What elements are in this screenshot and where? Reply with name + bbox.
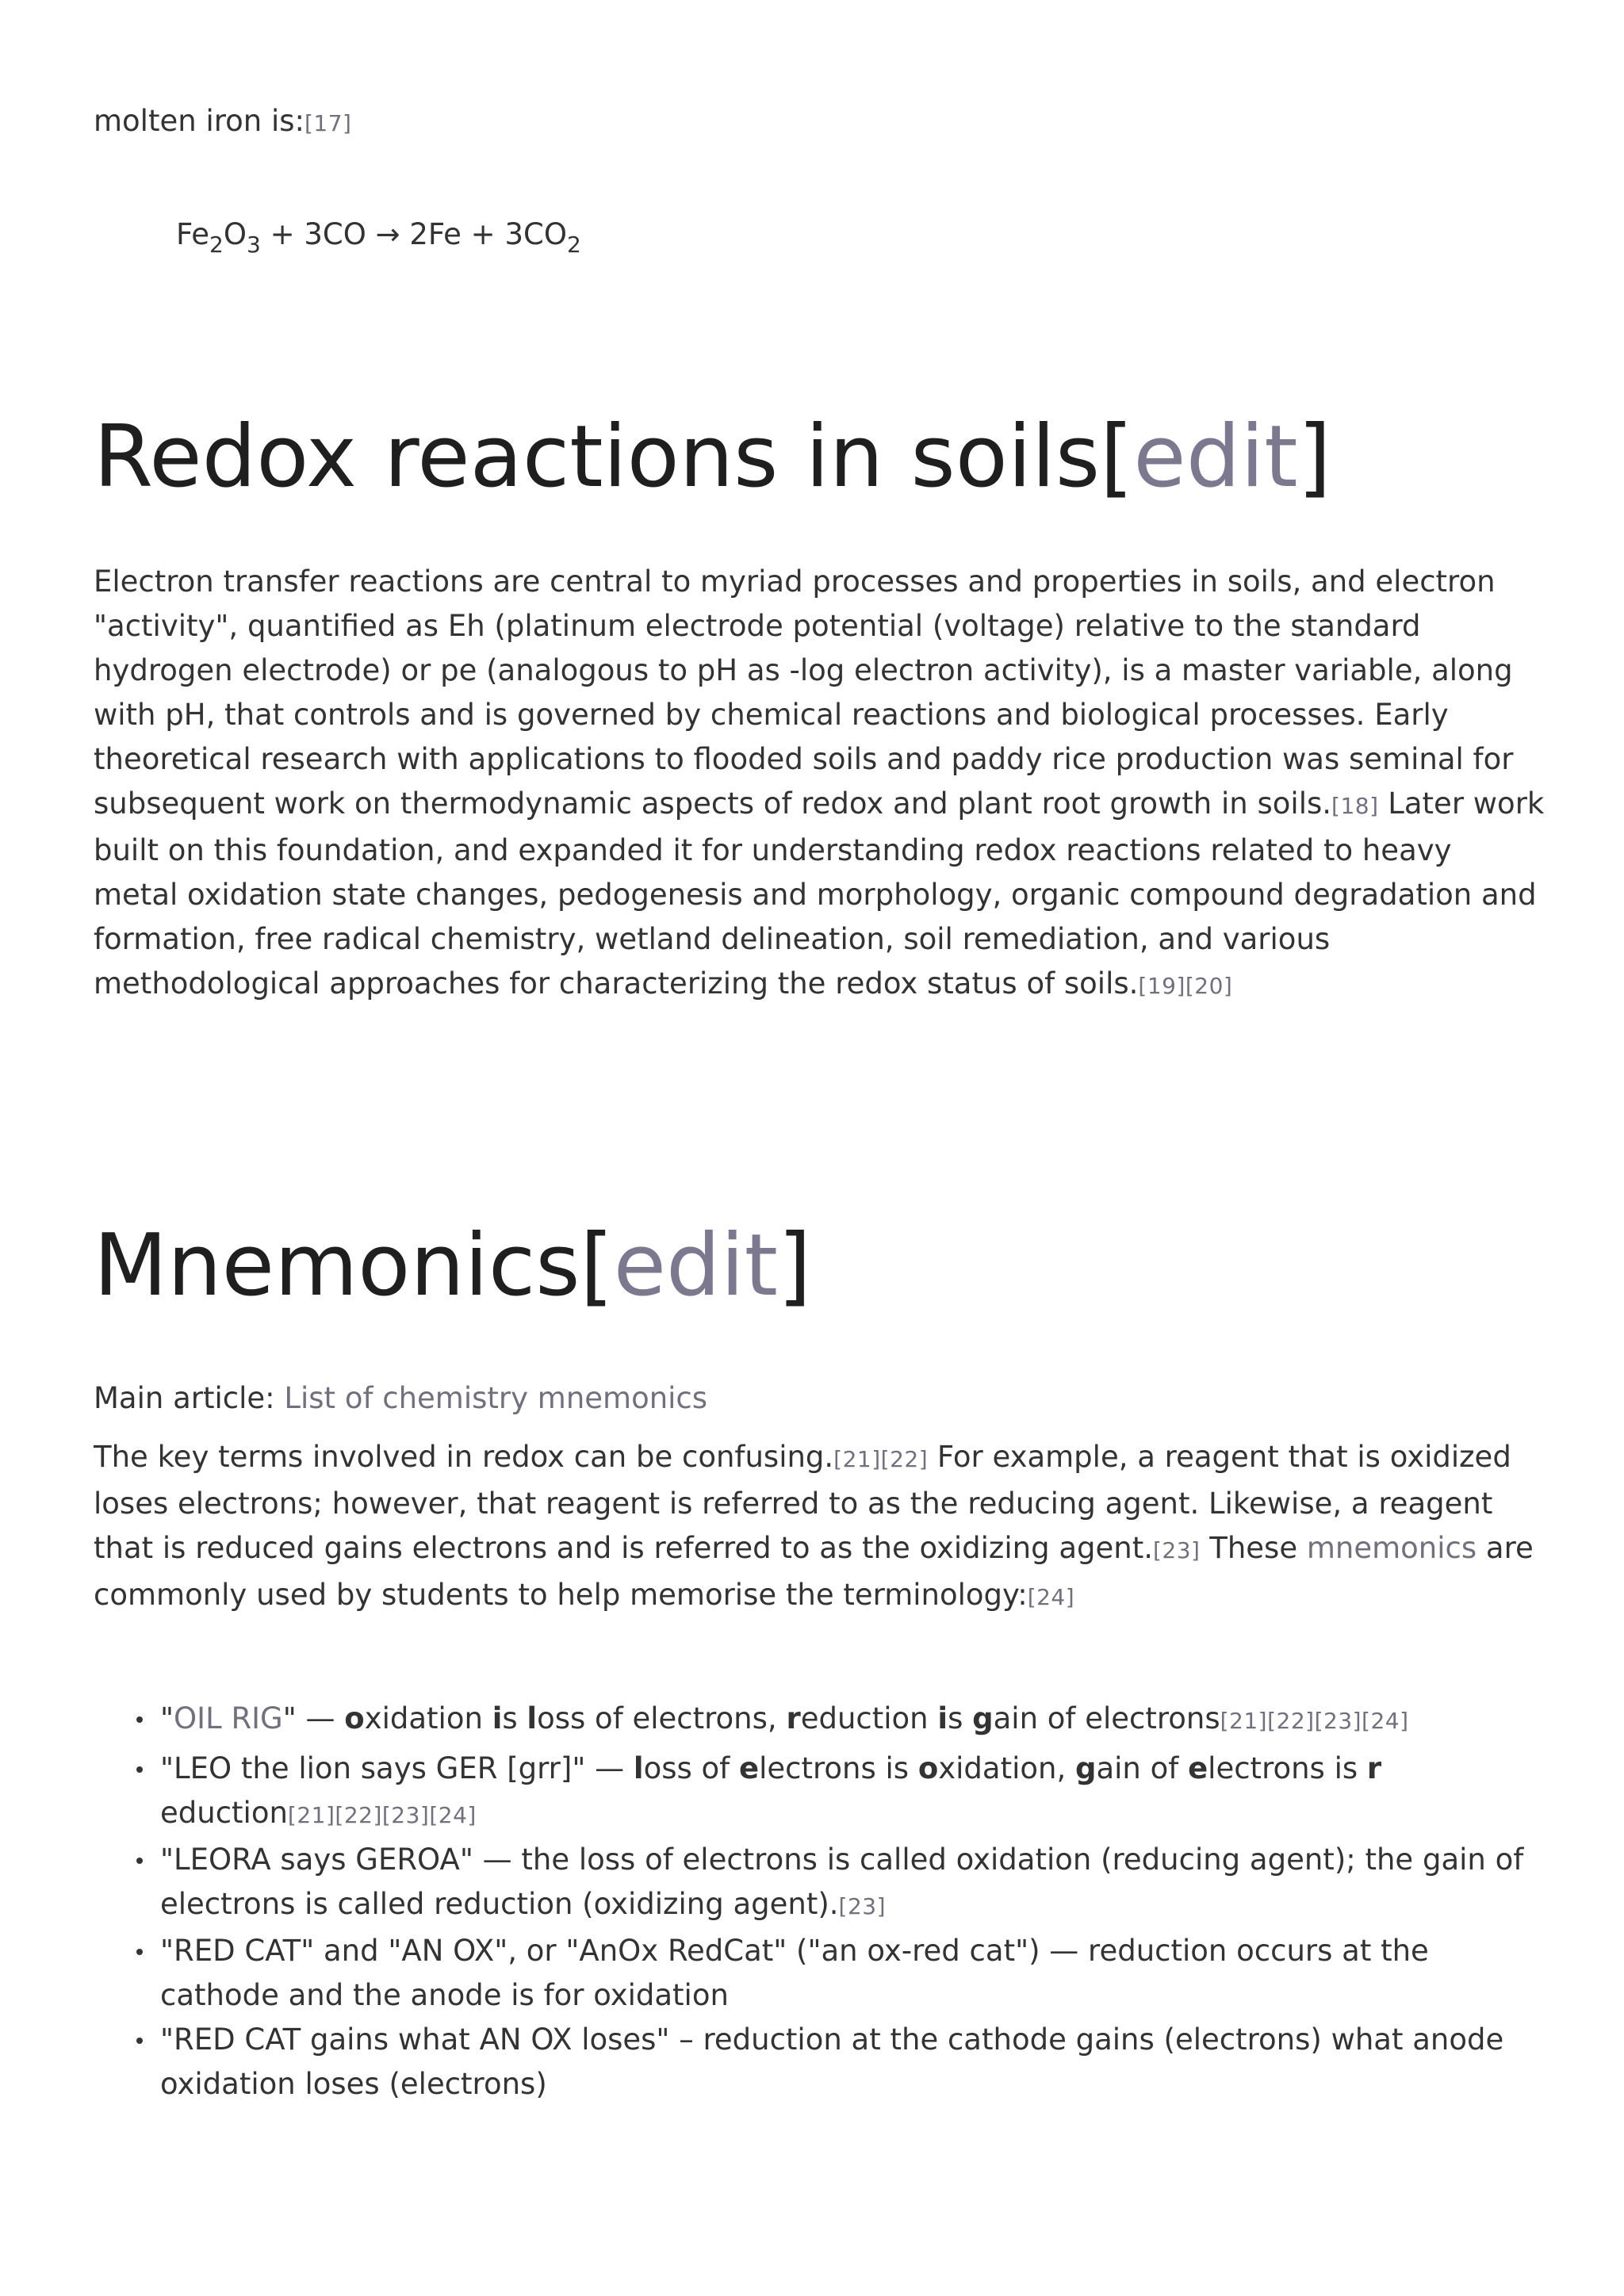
list-text: xidation [364, 1701, 492, 1735]
main-article-link[interactable]: List of chemistry mnemonics [284, 1381, 708, 1415]
formula-rest: + 3CO → 2Fe + 3CO [260, 217, 567, 251]
heading-title: Mnemonics [94, 1216, 580, 1315]
oil-rig-link[interactable]: OIL RIG [174, 1701, 283, 1735]
redox-soils-paragraph [94, 560, 1545, 1008]
bold-letter: g [972, 1701, 994, 1735]
heading-title: Redox reactions in soils [94, 408, 1101, 507]
bold-letter: e [1188, 1751, 1208, 1785]
list-text: " [160, 1701, 174, 1735]
list-text: "LEO the lion says GER [grr]" — [160, 1751, 634, 1785]
formula-sub: 3 [246, 232, 261, 258]
formula-o: O [223, 217, 247, 251]
list-text: eduction [160, 1796, 288, 1830]
section-heading-redox-soils [94, 406, 1331, 509]
bold-letter: r [1366, 1751, 1382, 1785]
list-item [160, 1697, 1611, 1743]
list-text: "RED CAT" and "AN OX", or "AnOx RedCat" ("an ox-red cat") — reduction occurs at the cathode and the anode is for oxidation [160, 1934, 1429, 2012]
list-text: ain of [1096, 1751, 1189, 1785]
list-text: lectrons is [759, 1751, 918, 1785]
list-text: xidation, [938, 1751, 1075, 1785]
citation-23[interactable]: [23] [838, 1893, 887, 1919]
bracket-close: ] [1297, 408, 1331, 507]
citation-17[interactable]: [17] [304, 110, 352, 136]
bold-letter: l [633, 1751, 644, 1785]
section-heading-mnemonics [94, 1215, 811, 1318]
list-item [160, 1929, 1611, 2018]
list-text: oss of electrons, [537, 1701, 787, 1735]
main-article-label: Main article: [94, 1381, 285, 1415]
formula-sub: 2 [209, 232, 224, 258]
citation-21-24[interactable]: [21][22][23][24] [287, 1802, 477, 1828]
citation-21-22[interactable]: [21][22] [833, 1446, 929, 1472]
intro-text: molten iron is: [94, 104, 304, 138]
list-text: " — [282, 1701, 345, 1735]
paragraph-text: These [1200, 1531, 1307, 1565]
bracket-close: ] [777, 1216, 812, 1315]
paragraph-text: The key terms involved in redox can be confusing. [94, 1440, 834, 1474]
list-item [160, 1747, 1611, 1838]
bold-letter: g [1074, 1751, 1097, 1785]
paragraph-text: Later work built on this foundation, and expanded it for understanding redox reactions related to heavy metal oxidation state changes, pedogenesis and morphology, organic compound degradation and formation, free radical chemistry, wetland delineation, soil remediation, and various methodological approaches for characterizing the redox status of soils. [94, 786, 1545, 1001]
bracket-open: [ [1100, 408, 1134, 507]
bold-letter: i [492, 1701, 503, 1735]
mnemonic-list [94, 1697, 1611, 2107]
bold-letter: o [344, 1701, 365, 1735]
list-text: oss of [643, 1751, 739, 1785]
list-text: "LEORA says GEROA" — the loss of electrons is called oxidation (reducing agent); the gain of electrons is called reduction (oxidizing agent). [160, 1843, 1524, 1921]
list-text: eduction [800, 1701, 938, 1735]
intro-line [94, 99, 351, 146]
mnemonics-paragraph [94, 1435, 1545, 1620]
citation-18[interactable]: [18] [1331, 793, 1379, 819]
list-item [160, 2018, 1611, 2107]
citation-19-20[interactable]: [19][20] [1138, 973, 1233, 999]
paragraph-text: Electron transfer reactions are central to myriad processes and properties in soils, and electron "activity", quantified as Eh (platinum electrode potential (voltage) relative to the standard hydrogen electrode) or pe (analogous to pH as -log electron activity), is a master variable, along with pH, that controls and is governed by chemical reactions and biological processes. Early theoretical research with applications to flooded soils and paddy rice production was seminal for subsequent work on thermodynamic aspects of redox and plant root growth in soils. [94, 564, 1514, 821]
bracket-open: [ [580, 1216, 614, 1315]
formula-sub: 2 [566, 232, 581, 258]
list-text: "RED CAT gains what AN OX loses" – reduction at the cathode gains (electrons) what anode oxidation loses (electrons) [160, 2022, 1504, 2101]
bold-letter: l [527, 1701, 538, 1735]
bold-letter: i [937, 1701, 948, 1735]
edit-link[interactable]: edit [1133, 408, 1298, 507]
citation-23[interactable]: [23] [1152, 1537, 1201, 1563]
paragraph-text: For example, a reagent that is oxidized loses electrons; however, that reagent is referred to as the reducing agent. Likewise, a reagent that is reduced gains electrons and is referred to as the oxidizing agent. [94, 1440, 1511, 1565]
paragraph-text: are commonly used by students to help memorise the terminology: [94, 1531, 1534, 1612]
list-item [160, 1838, 1611, 1929]
bold-letter: o [917, 1751, 939, 1785]
main-article-hatnote [94, 1376, 707, 1421]
mnemonics-link[interactable]: mnemonics [1306, 1531, 1477, 1565]
bold-letter: e [738, 1751, 760, 1785]
citation-21-24[interactable]: [21][22][23][24] [1220, 1708, 1409, 1734]
chemical-equation [176, 212, 581, 257]
list-text: ain of electrons [993, 1701, 1220, 1735]
citation-24[interactable]: [24] [1027, 1584, 1075, 1610]
edit-link[interactable]: edit [613, 1216, 778, 1315]
list-text: s [948, 1701, 973, 1735]
bold-letter: r [786, 1701, 801, 1735]
list-text: s [502, 1701, 527, 1735]
list-text: lectrons is [1208, 1751, 1367, 1785]
formula-fe: Fe [176, 217, 210, 251]
